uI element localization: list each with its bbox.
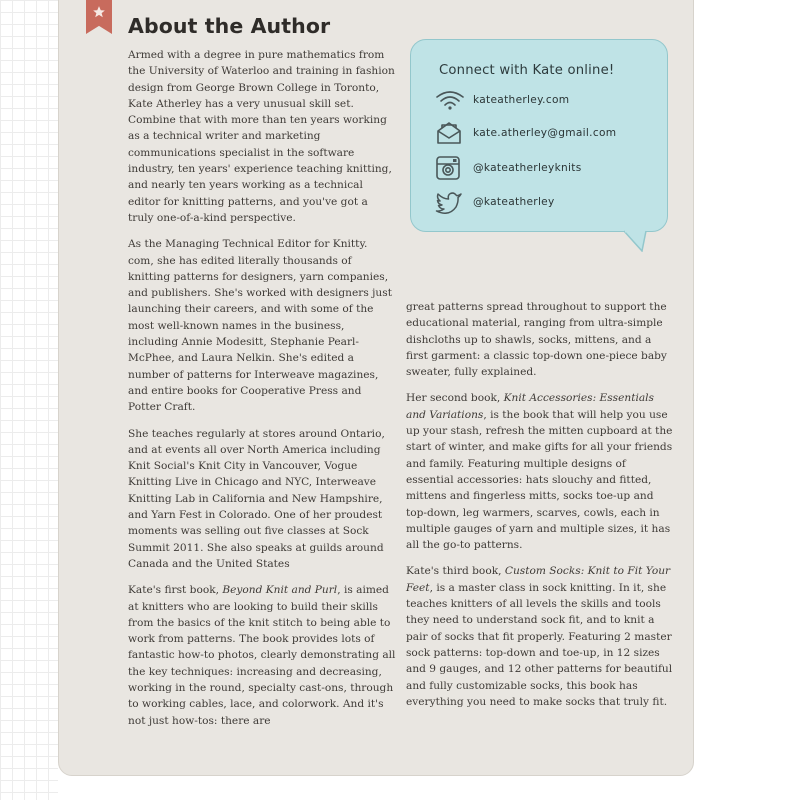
bubble-tail [624,230,654,252]
website-link[interactable] [435,86,569,114]
bio-paragraph-7: Kate's third book, Custom Socks: Knit to Fit Your Feet, is a master class in sock knitting. In it, she teaches knitters of all levels the skills and tools they need to understand sock fit, and to knit a pair of socks that fit properly. Featuring 2 master sock patterns: top-down and toe-up, in 12 sizes and 9 gauges, and 12 other patterns for beautiful and fully customizable socks, this book has everything you need to make socks that truly fit. [406,565,673,708]
instagram-text: @kateatherleyknits [473,162,582,174]
text-column-left [128,47,396,739]
email-text: kate.atherley@gmail.com [473,127,617,139]
page-title: About the Author [128,14,331,38]
twitter-link[interactable] [435,188,555,216]
book-title: Beyond Knit and Purl [222,584,338,597]
bio-paragraph-1: Armed with a degree in pure mathematics from the University of Waterloo and training in fashion design from George Brown College in Toronto, Kate Atherley has a very unusual skill set. Combine that with more than ten years working as a technical writer and marketing communications specialist in the software industry, ten years' experience teaching knitting, and nearly ten years working as a technical editor for knitting patterns, and you've got a truly one-of-a-kind perspective. [128,49,395,224]
bio-paragraph-5: great patterns spread throughout to support the educational material, ranging from ultra-simple dishcloths up to shawls, socks, mittens, and a first garment: a classic top-down one-piece baby sweater, fully explained. [406,301,667,379]
bio-paragraph-3: She teaches regularly at stores around Ontario, and at events all over North America including Knit Social's Knit City in Vancouver, Vogue Knitting Live in Chicago and NYC, Interweave Knitting Lab in California and New Hampshire, and Yarn Fest in Colorado. One of her proudest moments was selling out five classes at Sock Summit 2011. She also speaks at guilds around Canada and the United States [128,427,385,570]
twitter-text: @kateatherley [473,196,555,208]
wifi-icon [435,86,469,114]
book-title: Custom Socks: Knit to Fit Your Feet [406,565,671,594]
page-background-grid [0,0,58,800]
connect-speech-bubble [410,39,668,232]
connect-title: Connect with Kate online! [439,63,615,78]
instagram-icon [435,154,469,182]
instagram-link[interactable] [435,154,582,182]
text-column-right [406,299,674,720]
bio-paragraph-4: Kate's first book, Beyond Knit and Purl, is aimed at knitters who are looking to build their skills from the basics of the knit stitch to being able to work from patterns. The book provides lots of fantastic how-to photos, clearly demonstrating all the key techniques: increasing and decreasing, working in the round, specialty cast-ons, through to working cables, lace, and colorwork. And it's not just how-tos: there are [128,584,396,727]
star-icon [92,5,106,19]
twitter-icon [435,188,469,216]
bio-paragraph-2: As the Managing Technical Editor for Knitty. com, she has edited literally thousands of knitting patterns for designers, yarn companies, and publishers. She's worked with designers just launching their careers, and with some of the most well-known names in the business, including Annie Modesitt, Stephanie Pearl-McPhee, and Laura Nelkin. She's edited a number of patterns for Interweave magazines, and entire books for Cooperative Press and Potter Craft. [128,238,392,414]
book-title: Knit Accessories: Essentials and Variations [406,392,654,421]
envelope-icon [435,119,469,147]
bio-paragraph-6: Her second book, Knit Accessories: Essentials and Variations, is the book that will help you use up your stash, refresh the mitten cupboard at the start of winter, and make gifts for all your friends and family. Featuring multiple designs of essential accessories: hats slouchy and fitted, mittens and fingerless mitts, socks toe-up and top-down, leg warmers, scarves, cowls, each in multiple gauges of yarn and multiple sizes, it has all the go-to patterns. [406,392,673,552]
email-link[interactable] [435,119,616,147]
website-text: kateatherley.com [473,94,570,106]
